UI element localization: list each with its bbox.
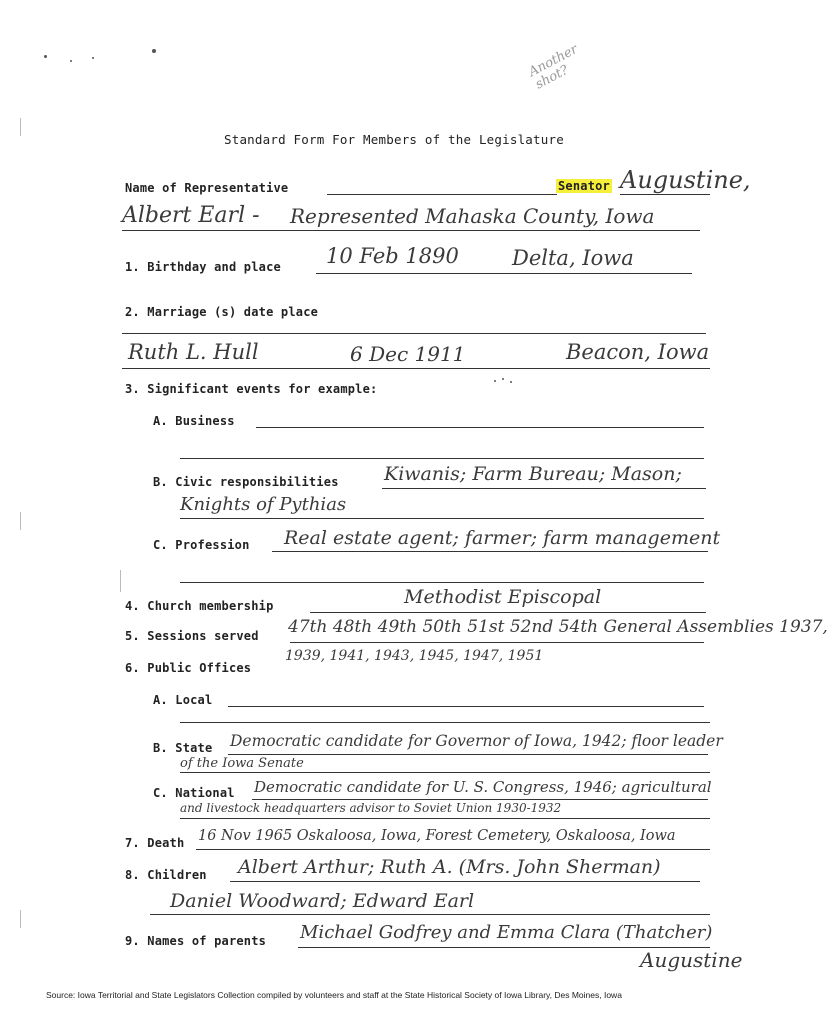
source-footer: Source: Iowa Territorial and State Legislators Collection compiled by volunteers and staff at the State Historical Society of Iowa Library, Des Moines, Iowa — [46, 990, 622, 1000]
marriage-underline-1 — [122, 333, 706, 334]
birth-label: 1. Birthday and place — [125, 260, 281, 274]
sessions-label: 5. Sessions served — [125, 629, 259, 643]
scan-margin-mark — [120, 570, 121, 592]
profession-value-handwritten: Real estate agent; farmer; farm management — [284, 527, 721, 549]
children-value-2-handwritten: Daniel Woodward; Edward Earl — [170, 890, 475, 912]
church-underline — [310, 612, 706, 613]
local-underline-2 — [180, 722, 710, 723]
senator-tag: Senator — [558, 179, 610, 193]
birth-date-handwritten: 10 Feb 1890 — [326, 244, 459, 268]
scan-margin-mark — [20, 910, 21, 928]
events-label: 3. Significant events for example: — [125, 382, 378, 396]
parents-label: 9. Names of parents — [125, 934, 267, 948]
children-underline-1 — [230, 881, 700, 882]
scan-speck — [152, 49, 156, 53]
civic-label: B. Civic responsibilities — [153, 475, 339, 489]
scan-margin-mark — [20, 512, 21, 530]
local-label: A. Local — [153, 693, 213, 707]
state-underline-1 — [228, 754, 708, 755]
children-underline-2 — [150, 914, 710, 915]
church-label: 4. Church membership — [125, 599, 274, 613]
children-label: 8. Children — [125, 868, 207, 882]
death-underline — [196, 849, 710, 850]
sessions-value-handwritten: 47th 48th 49th 50th 51st 52nd 54th General Assemblies 1937, — [288, 617, 828, 637]
death-label: 7. Death — [125, 836, 185, 850]
church-value-handwritten: Methodist Episcopal — [404, 586, 602, 608]
representative-second-underline — [122, 230, 700, 231]
marriage-date-handwritten: 6 Dec 1911 — [350, 342, 466, 366]
marriage-underline-2 — [122, 368, 710, 369]
scan-speck — [92, 57, 94, 59]
profession-underline-2 — [180, 582, 704, 583]
form-title: Standard Form For Members of the Legislature — [224, 132, 564, 147]
national-value-2-handwritten: and livestock headquarters advisor to Soviet Union 1930-1932 — [180, 801, 562, 815]
representative-underline — [327, 194, 557, 195]
birth-place-handwritten: Delta, Iowa — [512, 246, 634, 270]
state-value-2-handwritten: of the Iowa Senate — [180, 756, 304, 771]
civic-underline-2 — [180, 518, 704, 519]
children-value-handwritten: Albert Arthur; Ruth A. (Mrs. John Sherman) — [238, 856, 661, 878]
scan-speck — [494, 380, 496, 382]
representative-label: Name of Representative — [125, 181, 289, 195]
business-underline-1 — [256, 427, 704, 428]
scan-speck — [44, 55, 47, 58]
profession-underline-1 — [272, 551, 708, 552]
sessions-value-2-handwritten: 1939, 1941, 1943, 1945, 1947, 1951 — [285, 648, 544, 664]
civic-value-2-handwritten: Knights of Pythias — [180, 494, 347, 515]
surname-handwritten: Augustine, — [620, 166, 751, 194]
national-label: C. National — [153, 786, 235, 800]
national-underline-2 — [180, 818, 710, 819]
death-value-handwritten: 16 Nov 1965 Oskaloosa, Iowa, Forest Cemetery, Oskaloosa, Iowa — [198, 828, 676, 844]
marriage-place-handwritten: Beacon, Iowa — [566, 340, 710, 364]
local-underline-1 — [228, 706, 704, 707]
state-value-handwritten: Democratic candidate for Governor of Iowa, 1942; floor leader — [230, 732, 723, 750]
offices-label: 6. Public Offices — [125, 661, 252, 675]
parents-value-handwritten: Michael Godfrey and Emma Clara (Thatcher) — [300, 922, 713, 943]
marriage-spouse-handwritten: Ruth L. Hull — [128, 340, 259, 364]
civic-value-handwritten: Kiwanis; Farm Bureau; Mason; — [384, 463, 682, 485]
scan-speck — [70, 60, 72, 62]
representative-note-handwritten: Represented Mahaska County, Iowa — [290, 204, 655, 228]
business-label: A. Business — [153, 414, 235, 428]
business-underline-2 — [180, 458, 704, 459]
national-value-handwritten: Democratic candidate for U. S. Congress, 1946; agricultural — [254, 778, 712, 796]
surname-underline — [620, 194, 710, 195]
profession-label: C. Profession — [153, 538, 250, 552]
scan-speck — [502, 378, 504, 380]
sessions-underline — [290, 642, 704, 643]
civic-underline-1 — [382, 488, 706, 489]
birth-underline — [316, 273, 692, 274]
scan-margin-mark — [20, 118, 21, 136]
scan-speck — [510, 381, 512, 383]
state-underline-2 — [180, 772, 710, 773]
marriage-label: 2. Marriage (s) date place — [125, 305, 319, 319]
signature-handwritten: Augustine — [640, 948, 743, 972]
state-label: B. State — [153, 741, 213, 755]
margin-note: Another shot? — [526, 41, 581, 93]
national-underline-1 — [252, 799, 708, 800]
given-names-handwritten: Albert Earl - — [122, 203, 260, 228]
